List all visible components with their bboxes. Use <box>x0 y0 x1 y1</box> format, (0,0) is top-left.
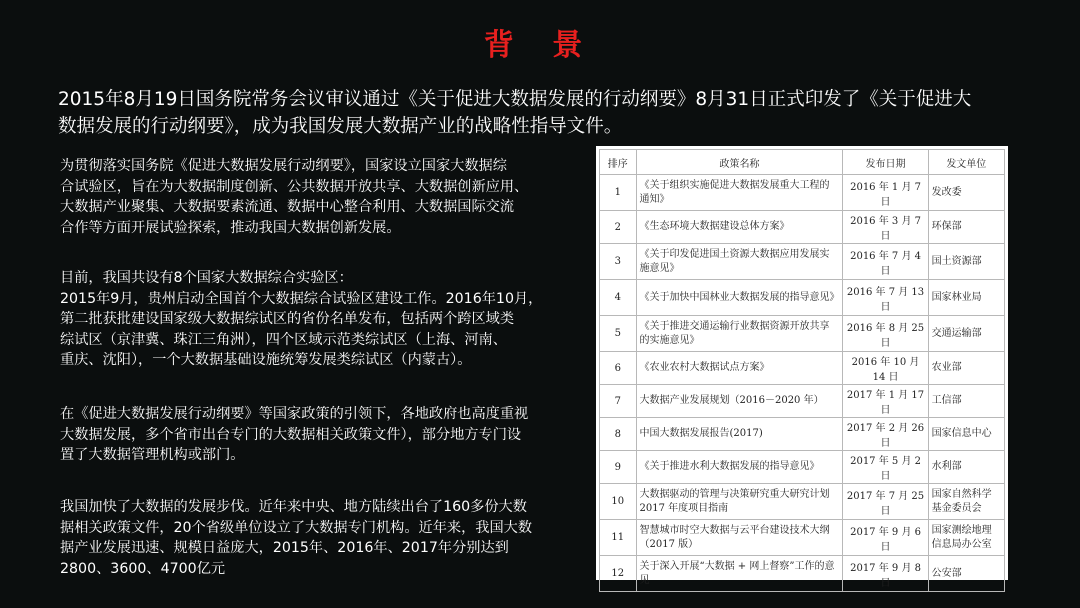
cell-issuing-unit: 国家信息中心 <box>928 418 1004 451</box>
paragraph-local-policy <box>60 404 588 466</box>
header-rank: 排序 <box>600 150 637 175</box>
policy-table <box>599 149 1005 592</box>
cell-rank: 11 <box>600 520 637 556</box>
header-issuing-unit: 发文单位 <box>928 150 1004 175</box>
cell-rank: 2 <box>600 211 637 244</box>
cell-release-date: 2016 年 7 月 13 日 <box>843 280 928 316</box>
table-row <box>600 280 1005 316</box>
cell-rank: 7 <box>600 385 637 418</box>
cell-issuing-unit: 国家林业局 <box>928 280 1004 316</box>
cell-rank: 9 <box>600 451 637 484</box>
paragraph-line: 目前，我国共设有8个国家大数据综合实验区： <box>60 270 353 286</box>
table-row <box>600 211 1005 244</box>
paragraph-line: 在《促进大数据发展行动纲要》等国家政策的引领下，各地政府也高度重视 <box>60 406 529 422</box>
paragraph-line: 大数据发展，多个省市出台专门的大数据相关政策文件），部分地方专门设 <box>60 426 522 443</box>
table-row <box>600 556 1005 592</box>
header-policy-name: 政策名称 <box>636 150 843 175</box>
cell-policy-name: 《关于推进交通运输行业数据资源开放共享的实施意见》 <box>636 316 843 352</box>
cell-release-date: 2016 年 10 月 14 日 <box>843 352 928 385</box>
paragraph-line: 综试区（京津冀、珠江三角洲），四个区域示范类综试区（上海、河南、 <box>60 331 507 348</box>
cell-rank: 3 <box>600 244 637 280</box>
cell-release-date: 2017 年 2 月 26 日 <box>843 418 928 451</box>
cell-rank: 5 <box>600 316 637 352</box>
cell-release-date: 2017 年 9 月 8 日 <box>843 556 928 592</box>
paragraph-line: 第二批获批建设国家级大数据综试区的省份名单发布，包括两个跨区域类 <box>60 311 515 327</box>
paragraph-pilot-zones <box>60 156 588 238</box>
paragraph-line: 合作等方面开展试验探索，推动我国大数据创新发展。 <box>60 219 401 236</box>
intro-text: 2015年8月19日国务院常务会议审议通过《关于促进大数据发展的行动纲要》8月31日正式印发了《关于促进大数据发展的行动纲要》，成为我国发展大数据产业的战略性指导文件。 <box>58 89 972 137</box>
cell-rank: 10 <box>600 484 637 520</box>
cell-release-date: 2017 年 5 月 2 日 <box>843 451 928 484</box>
table-header-row <box>600 150 1005 175</box>
page-title: 背 景 <box>483 28 597 63</box>
paragraph-experiment-zones <box>60 268 588 371</box>
cell-release-date: 2016 年 7 月 4 日 <box>843 244 928 280</box>
cell-rank: 8 <box>600 418 637 451</box>
table-row <box>600 352 1005 385</box>
cell-issuing-unit: 水利部 <box>928 451 1004 484</box>
cell-policy-name: 《生态环境大数据建设总体方案》 <box>636 211 843 244</box>
cell-release-date: 2017 年 7 月 25 日 <box>843 484 928 520</box>
policy-table-image <box>596 146 1008 589</box>
table-row <box>600 244 1005 280</box>
cell-policy-name: 关于深入开展“大数据 + 网上督察”工作的意见 <box>636 556 843 592</box>
cell-issuing-unit: 农业部 <box>928 352 1004 385</box>
header-release-date: 发布日期 <box>843 150 928 175</box>
cell-issuing-unit: 国家自然科学基金委员会 <box>928 484 1004 520</box>
paragraph-line: 重庆、沈阳），一个大数据基础设施统筹发展类综试区（内蒙古）。 <box>60 352 472 368</box>
paragraph-industry-scale <box>60 497 588 579</box>
cell-release-date: 2017 年 1 月 17 日 <box>843 385 928 418</box>
cell-issuing-unit: 工信部 <box>928 385 1004 418</box>
cell-policy-name: 《农业农村大数据试点方案》 <box>636 352 843 385</box>
cell-policy-name: 大数据驱动的管理与决策研究重大研究计划 2017 年度项目指南 <box>636 484 843 520</box>
paragraph-line: 合试验区，旨在为大数据制度创新、公共数据开放共享、大数据创新应用、 <box>60 178 529 195</box>
cell-policy-name: 《关于印发促进国土资源大数据应用发展实施意见》 <box>636 244 843 280</box>
cell-issuing-unit: 交通运输部 <box>928 316 1004 352</box>
paragraph-line: 据产业发展迅速、规模日益庞大，2015年、2016年、2017年分别达到 <box>60 540 509 556</box>
table-row <box>600 316 1005 352</box>
cell-issuing-unit: 国家测绘地理信息局办公室 <box>928 520 1004 556</box>
cell-policy-name: 大数据产业发展规划（2016－2020 年） <box>636 385 843 418</box>
cell-release-date: 2017 年 9 月 6 日 <box>843 520 928 556</box>
cell-policy-name: 《关于加快中国林业大数据发展的指导意见》 <box>636 280 843 316</box>
table-row <box>600 484 1005 520</box>
paragraph-line: 2015年9月，贵州启动全国首个大数据综合试验区建设工作。2016年10月， <box>60 290 543 307</box>
cell-release-date: 2016 年 3 月 7 日 <box>843 211 928 244</box>
cell-issuing-unit: 发改委 <box>928 175 1004 211</box>
cell-rank: 6 <box>600 352 637 385</box>
paragraph-line: 大数据产业聚集、大数据要素流通、数据中心整合利用、大数据国际交流 <box>60 199 515 215</box>
cell-issuing-unit: 公安部 <box>928 556 1004 592</box>
cell-issuing-unit: 国土资源部 <box>928 244 1004 280</box>
table-row <box>600 418 1005 451</box>
cell-release-date: 2016 年 8 月 25 日 <box>843 316 928 352</box>
table-row <box>600 451 1005 484</box>
table-row <box>600 175 1005 211</box>
cell-policy-name: 中国大数据发展报告(2017) <box>636 418 843 451</box>
cell-rank: 1 <box>600 175 637 211</box>
cell-policy-name: 智慧城市时空大数据与云平台建设技术大纲（2017 版） <box>636 520 843 556</box>
paragraph-line: 据相关政策文件，20个省级单位设立了大数据专门机构。近年来，我国大数 <box>60 519 533 536</box>
paragraph-line: 为贯彻落实国务院《促进大数据发展行动纲要》，国家设立国家大数据综 <box>60 158 507 174</box>
cell-policy-name: 《关于推进水利大数据发展的指导意见》 <box>636 451 843 484</box>
cell-issuing-unit: 环保部 <box>928 211 1004 244</box>
paragraph-line: 2800、3600、4700亿元 <box>60 560 226 577</box>
table-row <box>600 520 1005 556</box>
cell-rank: 12 <box>600 556 637 592</box>
cell-policy-name: 《关于组织实施促进大数据发展重大工程的通知》 <box>636 175 843 211</box>
table-row <box>600 385 1005 418</box>
cell-rank: 4 <box>600 280 637 316</box>
paragraph-line: 我国加快了大数据的发展步伐。近年来中央、地方陆续出台了160多份大数 <box>60 499 527 515</box>
paragraph-line: 置了大数据管理机构或部门。 <box>60 447 245 463</box>
cell-release-date: 2016 年 1 月 7 日 <box>843 175 928 211</box>
